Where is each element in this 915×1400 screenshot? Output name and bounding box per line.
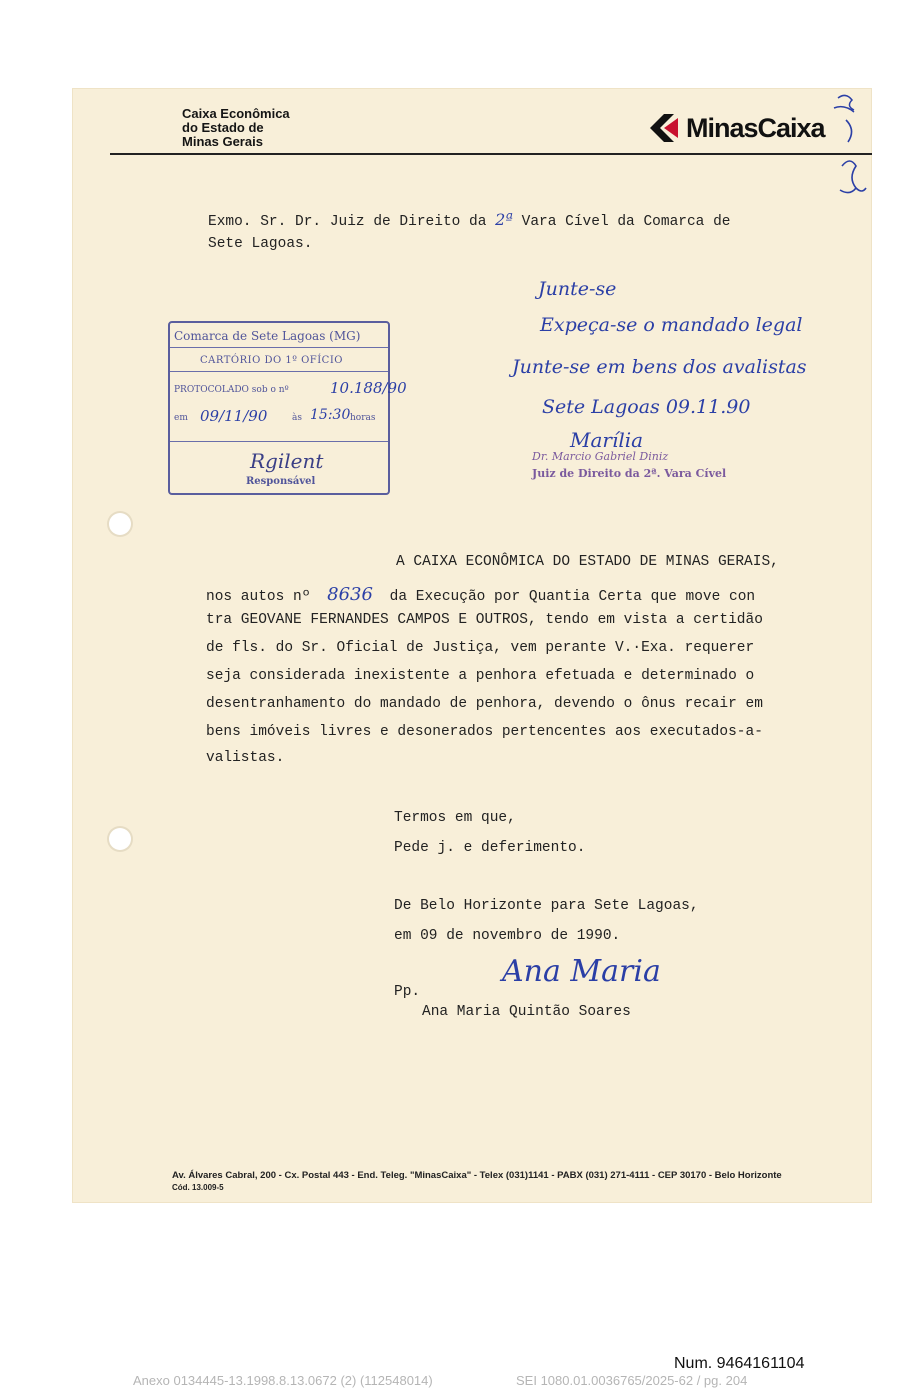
sei-reference: SEI 1080.01.0036765/2025-62 / pg. 204 (516, 1373, 748, 1388)
addressee-vara-handwritten: 2ª (495, 210, 513, 229)
institution-line-2: do Estado de (182, 120, 264, 135)
stamp-time: 15:30 (310, 407, 351, 423)
closing-date: em 09 de novembro de 1990. (394, 928, 621, 944)
signer-signature: Ana Maria (502, 954, 661, 989)
stamp-responsavel: Responsável (246, 476, 316, 487)
closing-place: De Belo Horizonte para Sete Lagoas, (394, 898, 699, 914)
addressee-text-a: Exmo. Sr. Dr. Juiz de Direito da (208, 214, 496, 230)
closing-line-1: Termos em que, (394, 810, 516, 826)
footer (172, 1170, 782, 1192)
addressee-text-b: Vara Cível da Comarca de (512, 214, 731, 230)
signer-name: Ana Maria Quintão Soares (422, 1004, 631, 1020)
judge-signature: Marília (570, 428, 644, 452)
stamp-protocol-number: 10.188/90 (330, 379, 407, 397)
judge-note-line-4: Sete Lagoas 09.11.90 (542, 396, 751, 418)
closing-pp: Pp. (394, 984, 421, 1000)
stamp-cartorio: CARTÓRIO DO 1º OFÍCIO (200, 355, 343, 366)
institution-name (182, 107, 290, 149)
protocol-stamp (168, 321, 407, 495)
body-line-5: seja considerada inexistente a penhora efetuada e determinado o (206, 668, 755, 684)
stamp-em-label: em (174, 413, 188, 423)
body-line-8: valistas. (206, 750, 285, 766)
annex-reference: Anexo 0134445-13.1998.8.13.0672 (2) (112548014) (133, 1373, 433, 1388)
header-rule (110, 153, 872, 155)
autos-prefix: nos autos nº (206, 589, 311, 605)
judge-stamp (532, 450, 726, 480)
body-line-2-text: da Execução por Quantia Certa que move con (389, 589, 756, 605)
institution-line-3: Minas Gerais (182, 134, 263, 149)
body-line-4: de fls. do Sr. Oficial de Justiça, vem perante V.·Exa. requerer (206, 640, 755, 656)
margin-handwriting (824, 90, 870, 214)
judge-note-line-2: Expeça-se o mandado legal (540, 314, 803, 336)
body-line-1: A CAIXA ECONÔMICA DO ESTADO DE MINAS GERAIS, (396, 554, 779, 570)
body-line-3: tra GEOVANE FERNANDES CAMPOS E OUTROS, tendo em vista a certidão (206, 612, 763, 628)
body-line-6: desentranhamento do mandado de penhora, devendo o ônus recair em (206, 696, 763, 712)
judge-note-line-1: Junte-se (538, 278, 617, 300)
judge-stamp-title: Juiz de Direito da 2ª. Vara Cível (532, 467, 727, 480)
stamp-as-label: às (292, 413, 302, 423)
body-line-7: bens imóveis livres e desonerados pertencentes aos executados-a- (206, 724, 763, 740)
autos-number-handwritten: 8636 (327, 584, 373, 605)
stamp-comarca: Comarca de Sete Lagoas (MG) (174, 329, 361, 343)
stamp-horas-label: horas (350, 413, 376, 423)
stamp-date: 09/11/90 (200, 407, 268, 425)
closing-line-2: Pede j. e deferimento. (394, 840, 586, 856)
body-line-2 (206, 584, 755, 605)
institution-line-1: Caixa Econômica (182, 106, 290, 121)
minascaixa-logo (648, 110, 825, 146)
footer-address: Av. Álvares Cabral, 200 - Cx. Postal 443 - End. Teleg. "MinasCaixa" - Telex (031)1141 - PABX (031) 271-4111 - CEP 30170 - Belo Horizonte (172, 1170, 782, 1181)
punch-hole-top (109, 513, 131, 535)
footer-code: Cód. 13.009-5 (172, 1183, 224, 1192)
stamp-protocolado-label: PROTOCOLADO sob o nº (174, 385, 289, 395)
judge-note-line-3: Junte-se em bens dos avalistas (512, 356, 807, 378)
document-page (72, 88, 872, 1203)
punch-hole-bottom (109, 828, 131, 850)
minascaixa-logo-icon (648, 112, 682, 144)
addressee-line-2: Sete Lagoas. (208, 236, 313, 252)
judge-stamp-name: Dr. Marcio Gabriel Diniz (532, 450, 669, 463)
stamp-signature: Rgilent (250, 449, 324, 473)
logo-text: MinasCaixa (686, 112, 825, 143)
document-number: Num. 9464161104 (674, 1355, 805, 1372)
addressee-line-1 (208, 210, 730, 230)
